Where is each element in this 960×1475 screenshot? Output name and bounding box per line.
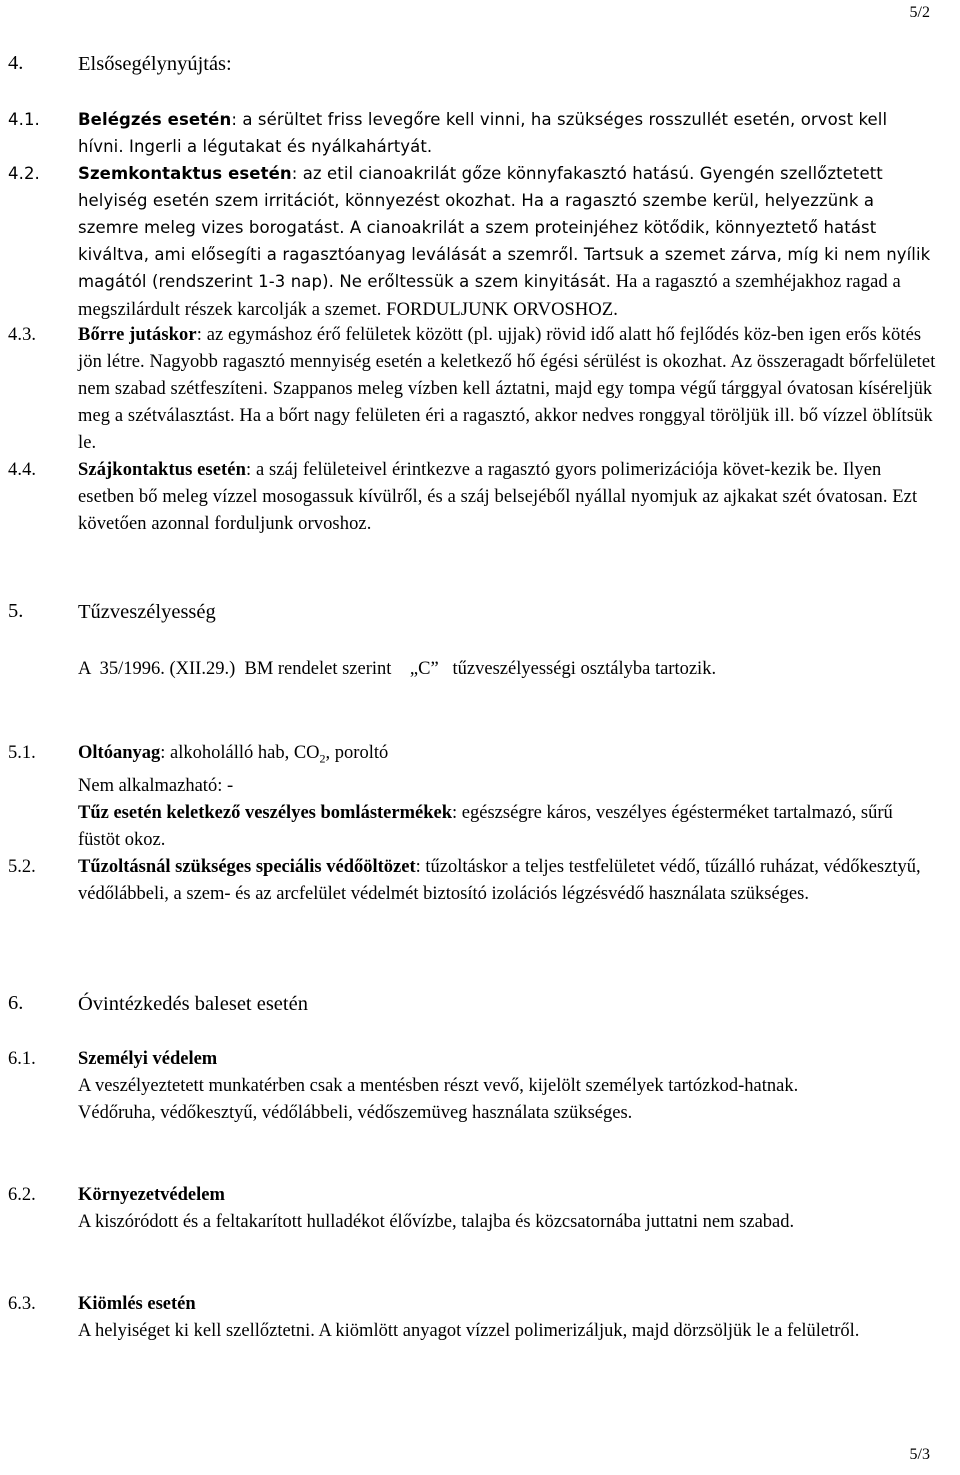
item-label: Szájkontaktus esetén xyxy=(78,460,246,480)
page-number-header: 5/2 xyxy=(909,4,930,21)
item-4-1: 4.1. Belégzés esetén: a sérültet friss levegőre kell vinni, ha szükséges rosszullét esetén, orvost kell hívni. Ingerli a légutakat és nyálkahártyát. xyxy=(8,110,888,156)
section-5-items xyxy=(8,740,936,908)
item-label: Szemkontaktus esetén xyxy=(78,164,292,183)
section-4-items-cont xyxy=(8,322,936,538)
item-6-2: 6.2. Környezetvédelem A kiszóródott és a feltakarított hulladékot élővízbe, talajba és közcsatornába juttatni nem szabad. xyxy=(8,1182,936,1236)
item-4-2: 4.2. Szemkontaktus esetén: az etil cianoakrilát gőze könnyfakasztó hatású. Gyengén szellőztetett helyiség esetén szem irritációt, könnyezést okozhat. Ha a ragasztó szembe kerül, helyezzünk a szemre meleg vizes borogatást. A cianoakrilát a szem proteinjéhez kötődik, könnyeztető hatást kiváltva, ami elősegíti a ragasztóanyag leválását a szemről. Tartsuk a szemet zárva, míg ki nem nyílik magától (rendszerint 1-3 nap). Ne erőltessük a szem kinyitását. Ha a ragasztó a szemhéjakhoz ragad a megszilárdult részek karcolják a szemet. FORDULJUNK ORVOSHOZ. xyxy=(8,164,931,320)
item-label: Oltóanyag xyxy=(78,743,161,763)
section-number: 4. xyxy=(8,52,24,74)
section-4-items xyxy=(8,106,936,324)
item-5-1: 5.1. Oltóanyag: alkoholálló hab, $CO_2$, poroltó Nem alkalmazható: - Tűz esetén keletkező veszélyes bomlástermékek: egészségre káros, veszélyes égésterméket tartalmazó, sűrű füstöt okoz. xyxy=(8,743,893,850)
page-number-footer: 5/3 xyxy=(909,1446,930,1463)
section-title: Óvintézkedés baleset esetén xyxy=(78,993,308,1015)
section-number: 5. xyxy=(8,600,24,622)
item-label: Kiömlés esetén xyxy=(78,1294,196,1314)
section-5-heading xyxy=(8,600,936,630)
item-label: Belégzés esetén xyxy=(78,110,232,129)
item-label: Tűzoltásnál szükséges speciális védőöltözet xyxy=(78,856,416,877)
item-label: Bőrre jutáskor xyxy=(78,325,197,345)
section-title: Tűzveszélyesség xyxy=(78,601,216,623)
item-label: Személyi védelem xyxy=(78,1049,218,1069)
item-label: Környezetvédelem xyxy=(78,1185,225,1205)
item-6-3: 6.3. Kiömlés esetén A helyiséget ki kell szellőztetni. A kiömlött anyagot vízzel polimerizáljuk, majd dörzsöljük le a felületről. xyxy=(8,1291,936,1345)
item-5-2: 5.2. Tűzoltásnál szükséges speciális védőöltözet: tűzoltáskor a teljes testfelületet védő, tűzálló ruházat, védőkesztyű, védőlábbeli, a szem- és az arcfelület védelmét biztosító izolációs légzésvédő használata szükséges. xyxy=(8,856,921,904)
item-4-4: 4.4. Szájkontaktus esetén: a száj felületeivel érintkezve a ragasztó gyors polimerizációja követ-kezik be. Ilyen esetben bő meleg vízzel mosogassuk kívülről, és a száj belsejéből nyállal nyomjuk az ajkakat szét óvatosan. Ezt követően azonnal forduljunk orvoshoz. xyxy=(8,460,918,534)
item-4-3: 4.3. Bőrre jutáskor: az egymáshoz érő felületek között (pl. ujjak) rövid idő alatt hő fejlődés köz-ben igen erős kötés jön létre. Nagyobb ragasztó mennyiség esetén a keletkező hő égési sérülést is okozhat. Az összeragadt bőrfelületet nem szabad szétfeszíteni. Szappanos meleg vízben kell áztatni, majd egy tompa végű tárggyal óvatosan kíséreljük meg a szétválasztást. Ha a bőrt nagy felületen éri a ragasztó, akkor nedves ronggyal töröljük ill. bő vízzel öblítsük le. xyxy=(8,325,936,453)
section-6-heading xyxy=(8,992,936,1022)
section-4-heading: 4. Elsősegélynyújtás: xyxy=(8,52,232,75)
item-6-1: 6.1. Személyi védelem A veszélyeztetett munkatérben csak a mentésben részt vevő, kijelölt személyek tartózkod-hatnak. Védőruha, védőkesztyű, védőlábbeli, védőszemüveg használata szükséges. xyxy=(8,1046,936,1127)
section-number: 6. xyxy=(8,992,24,1014)
section-title: Elsősegélynyújtás xyxy=(78,53,227,75)
